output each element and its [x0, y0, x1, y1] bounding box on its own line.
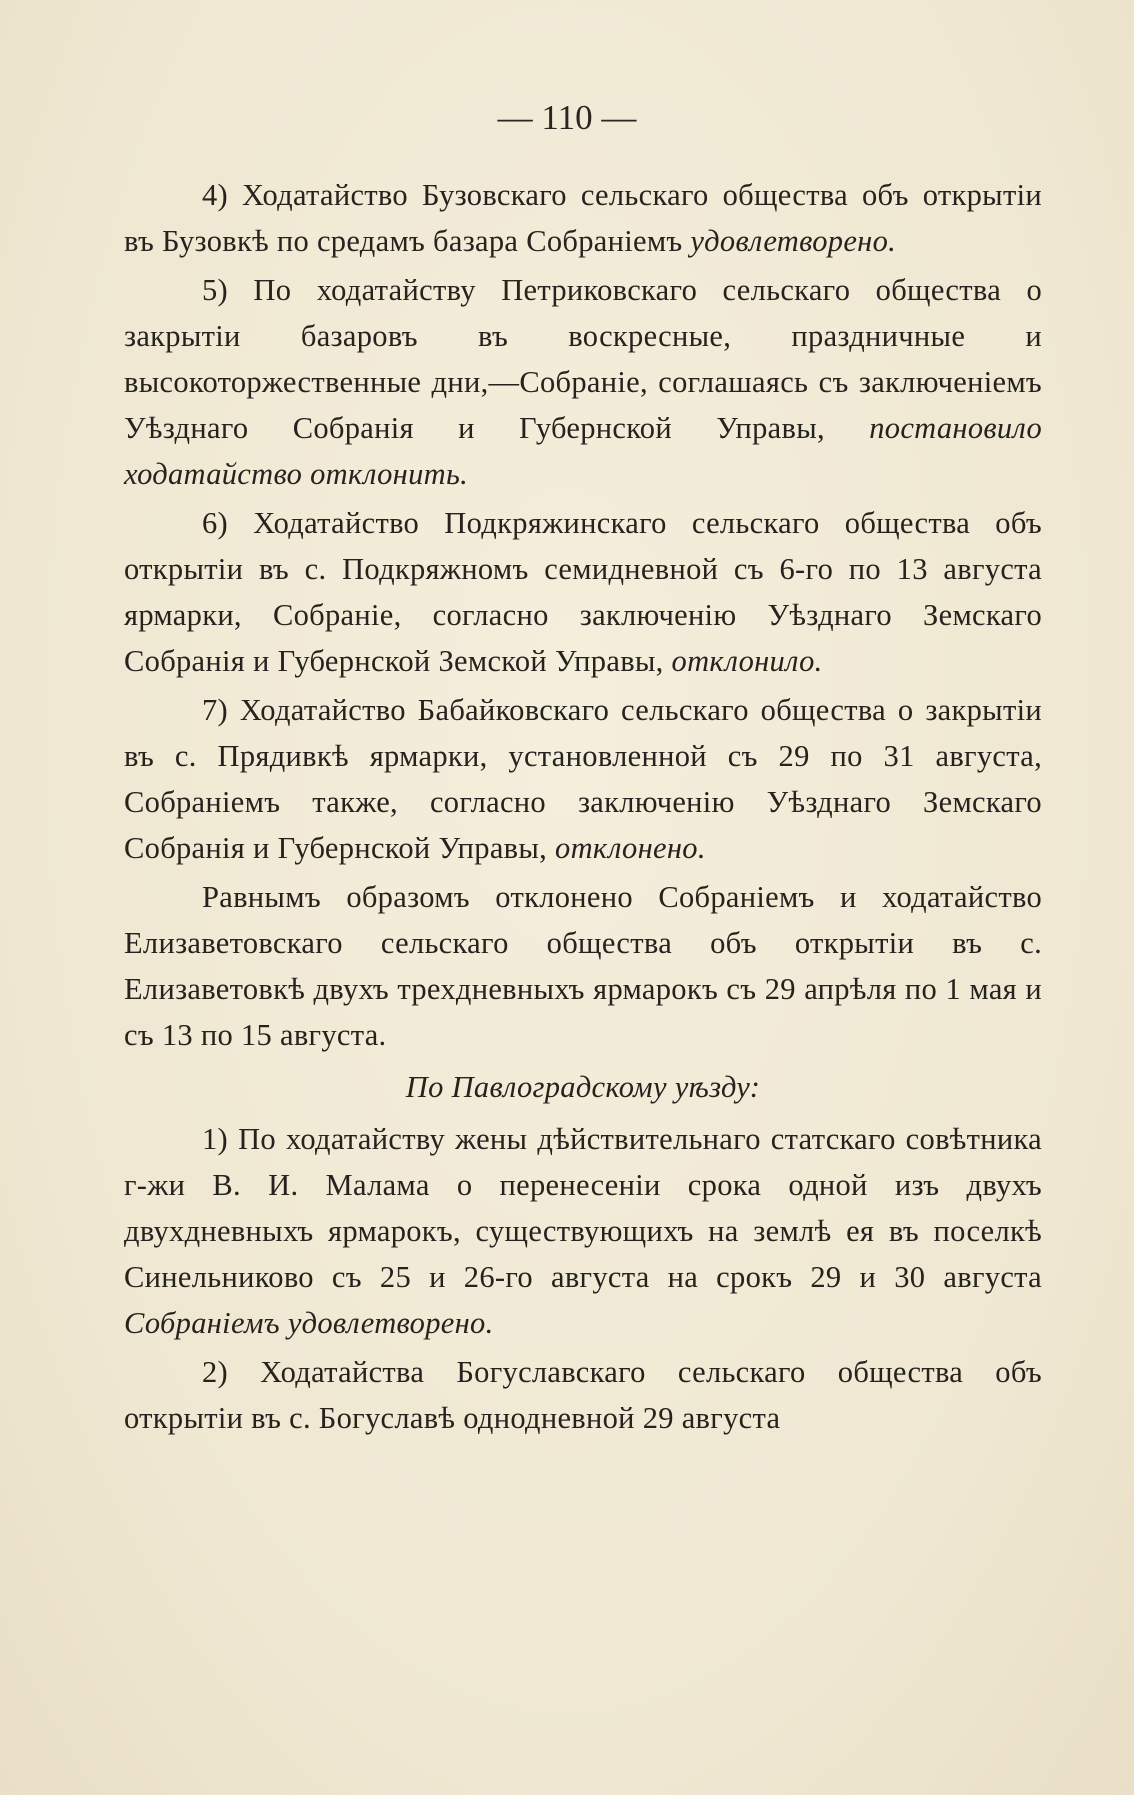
decision: отклонено. [555, 831, 706, 865]
paragraph-pavlograd-1: 1) По ходатайству жены дѣйствительнаго статскаго совѣтника г-жи В. И. Малама о перенесенiи срока одной изъ двухъ двухдневныхъ ярмарокъ, существующихъ на землѣ ея въ поселкѣ Синельниково съ 25 и 26-го августа на срокъ 29 и 30 августа Собранiемъ удовлетворено. [124, 1122, 1042, 1340]
decision: Собранiемъ удовлетворено. [124, 1306, 494, 1340]
paragraph-item-6: 6) Ходатайство Подкряжинскаго сельскаго общества объ открытiи въ с. Подкряжномъ семидневной съ 6-го по 13 августа ярмарки, Собранiе, согласно заключенiю Уѣзднаго Земскаго Собранiя и Губернской Земской Управы, отклонило. [124, 506, 1042, 678]
paragraph-item-5: 5) По ходатайству Петриковскаго сельскаго общества о закрытiи базаровъ въ воскресные, праздничные и высокоторжественные дни,—Собранiе, соглашаясь съ заключенiемъ Уѣзднаго Собранiя и Губернской Управы, постановило ходатайство отклонить. [124, 273, 1042, 491]
decision: отклонило. [671, 644, 823, 678]
paragraph-pavlograd-2: 2) Ходатайства Богуславскаго сельскаго общества объ открытiи въ с. Богуславѣ однодневной 29 августа [124, 1355, 1042, 1435]
paragraph-also-rejected: Равнымъ образомъ отклонено Собранiемъ и ходатайство Елизаветовскаго сельскаго общества объ открытiи въ с. Елизаветовкѣ двухъ трехдневныхъ ярмарокъ съ 29 апрѣля по 1 мая и съ 13 по 15 августа. [124, 880, 1042, 1052]
paragraph-item-4: 4) Ходатайство Бузовскаго сельскаго общества объ открытiи въ Бузовкѣ по средамъ базара Собранiемъ удовлетворено. [124, 178, 1042, 258]
section-heading: По Павлоградскому уѣзду: [405, 1070, 761, 1104]
body-text [124, 172, 1042, 1441]
page-number: — 110 — [497, 98, 637, 137]
paragraph-item-7: 7) Ходатайство Бабайковскаго сельскаго общества о закрытiи въ с. Прядивкѣ ярмарки, установленной съ 29 по 31 августа, Собранiемъ также, согласно заключенiю Уѣзднаго Земскаго Собранiя и Губернской Управы, отклонено. [124, 693, 1042, 865]
decision: постановило ходатайство отклонить. [124, 411, 1042, 491]
decision: удовлетворено. [690, 224, 897, 258]
